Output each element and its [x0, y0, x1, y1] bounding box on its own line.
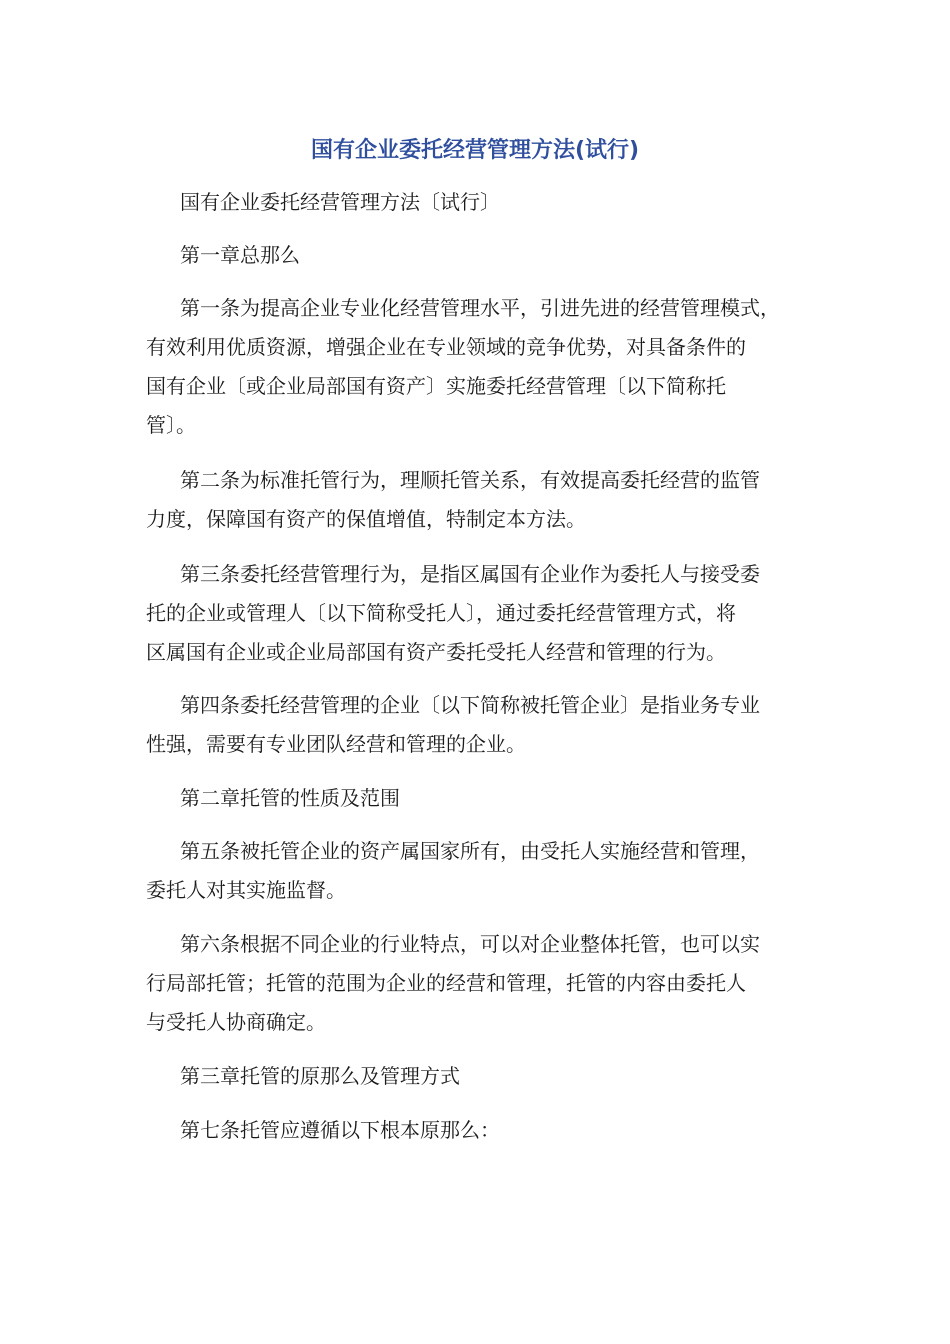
- paragraph-line: 有效利用优质资源，增强企业在专业领域的竞争优势，对具备条件的: [146, 335, 746, 359]
- article-4: [146, 686, 826, 764]
- paragraph-subtitle: [146, 183, 826, 222]
- paragraph-line: 第三章托管的原那么及管理方式: [180, 1064, 460, 1088]
- article-3: [146, 555, 826, 672]
- paragraph-line: 第一章总那么: [180, 243, 300, 267]
- paragraph-line: 国有企业〔或企业局部国有资产〕实施委托经营管理〔以下简称托: [146, 374, 726, 398]
- paragraph-line: 力度，保障国有资产的保值增值，特制定本方法。: [146, 507, 586, 531]
- paragraph-line: 管〕。: [146, 413, 196, 437]
- paragraph-line: 与受托人协商确定。: [146, 1010, 326, 1034]
- article-5: [146, 832, 826, 910]
- paragraph-line: 托的企业或管理人〔以下简称受托人〕，通过委托经营管理方式，将: [146, 601, 736, 625]
- chapter-heading-3: [146, 1057, 826, 1096]
- paragraph-line: 第三条委托经营管理行为，是指区属国有企业作为委托人与接受委: [180, 562, 760, 586]
- paragraph-line: 第四条委托经营管理的企业〔以下简称被托管企业〕是指业务专业: [180, 693, 760, 717]
- article-2: [146, 461, 826, 539]
- document-title: 国有企业委托经营管理方法(试行): [310, 138, 640, 163]
- paragraph-line: 委托人对其实施监督。: [146, 878, 346, 902]
- paragraph-line: 区属国有企业或企业局部国有资产委托受托人经营和管理的行为。: [146, 640, 726, 664]
- paragraph-line: 第二条为标准托管行为，理顺托管关系，有效提高委托经营的监管: [180, 468, 760, 492]
- article-1: [146, 289, 826, 445]
- paragraph-line: 第二章托管的性质及范围: [180, 786, 400, 810]
- article-7: [146, 1111, 826, 1150]
- paragraph-line: 行局部托管；托管的范围为企业的经营和管理，托管的内容由委托人: [146, 971, 746, 995]
- paragraph-line: 第六条根据不同企业的行业特点，可以对企业整体托管，也可以实: [180, 932, 760, 956]
- chapter-heading-1: [146, 236, 826, 275]
- paragraph-line: 第一条为提高企业专业化经营管理水平，引进先进的经营管理模式，: [180, 296, 780, 320]
- chapter-heading-2: [146, 779, 826, 818]
- article-6: [146, 925, 826, 1042]
- paragraph-line: 第七条托管应遵循以下根本原那么：: [180, 1118, 500, 1142]
- paragraph-line: 性强，需要有专业团队经营和管理的企业。: [146, 732, 526, 756]
- paragraph-line: 第五条被托管企业的资产属国家所有，由受托人实施经营和管理，: [180, 839, 760, 863]
- paragraph-line: 国有企业委托经营管理方法〔试行〕: [180, 190, 500, 214]
